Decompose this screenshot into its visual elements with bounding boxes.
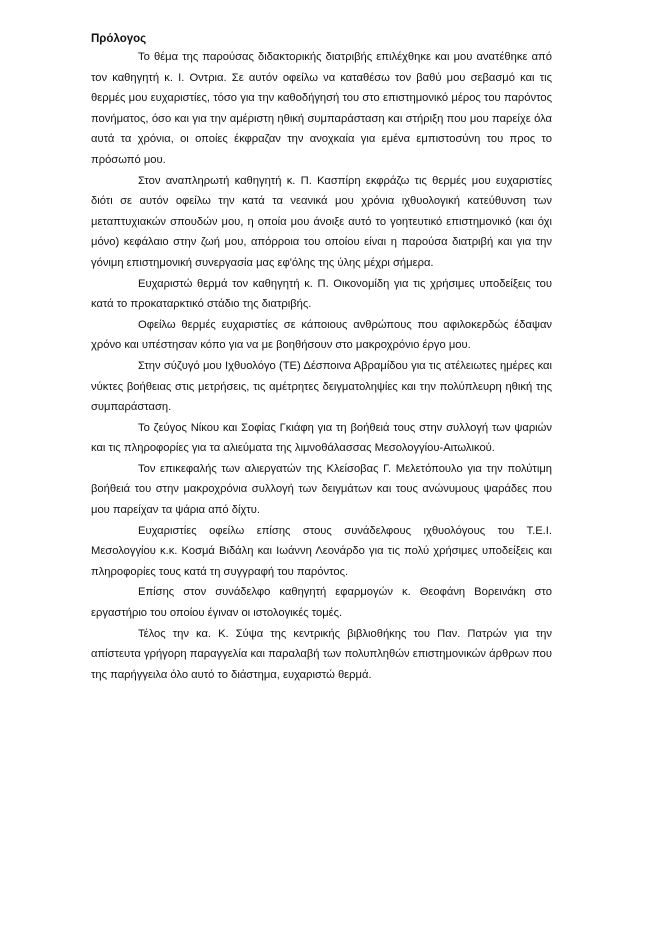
paragraph: Στον αναπληρωτή καθηγητή κ. Π. Κασπίρη εκφράζω τις θερμές μου ευχαριστίες διότι σε αυτόν οφείλω την κατά τα νεανικά μου χρόνια ιχθυολογική κατεύθυνση των μεταπτυχιακών σπουδών μου, η οποία μου άνοιξε αυτό το γοητευτικό επιστημονικό (και όχι μόνο) κεφάλαιο στην ζωή μου, απόρροια του οποίου είναι η παρούσα διατριβή και για την γόνιμη επιστημονική συνεργασία μας εφ'όλης της ύλης μέχρι σήμερα. <box>91 174 552 269</box>
paragraph: Το ζεύγος Νίκου και Σοφίας Γκιάφη για τη βοήθειά τους στην συλλογή των ψαριών και τις πληροφορίες για τα αλιεύματα της λιμνοθάλασσας Μεσολογγίου-Αιτωλικού. <box>91 421 552 455</box>
page-title: Πρόλογος <box>91 33 147 45</box>
paragraph: Επίσης στον συνάδελφο καθηγητή εφαρμογών κ. Θεοφάνη Βορεινάκη στο εργαστήριο του οποίου έγιναν οι ιστολογικές τομές. <box>91 586 552 620</box>
paragraph: Ευχαριστίες οφείλω επίσης στους συνάδελφους ιχθυολόγους του Τ.Ε.Ι. Μεσολογγίου κ.κ. Κοσμά Βιδάλη και Ιωάννη Λεονάρδο για τις πολύ χρήσιμες υποδείξεις και πληροφορίες τους κατά τη συγγραφή του παρόντος. <box>91 524 552 578</box>
paragraph: Ευχαριστώ θερμά τον καθηγητή κ. Π. Οικονομίδη για τις χρήσιμες υποδείξεις του κατά το προκαταρκτικό στάδιο της διατριβής. <box>91 277 552 311</box>
paragraph: Το θέμα της παρούσας διδακτορικής διατριβής επιλέχθηκε και μου ανατέθηκε από τον καθηγητή κ. Ι. Οντρια. Σε αυτόν οφείλω να καταθέσω τον βαθύ μου σεβασμό και τις θερμές μου ευχαριστίες, τόσο για την καθοδήγησή του στο επιστημονικό μέρος του παρόντος πονήματος, όσο και για την αμέριστη ηθική συμπαράσταση και στήριξη που μου παρείχε όλα αυτά τα χρόνια, οι οποίες έκφραζαν την ανοχκαία για εμένα εμπιστοσύνη του προς το πρόσωπό μου. <box>91 51 552 166</box>
document-body <box>91 47 552 685</box>
paragraph: Οφείλω θερμές ευχαριστίες σε κάποιους ανθρώπους που αφιλοκερδώς έδαψαν χρόνο και υπέστησαν κόπο για να με βοηθήσουν στο μακροχρόνιο έργο μου. <box>91 318 552 352</box>
paragraph: Στην σύζυγό μου Ιχθυολόγο (ΤΕ) Δέσποινα Αβραμίδου για τις ατέλειωτες ημέρες και νύκτες βοήθειας στις μετρήσεις, τις αμέτρητες δειγματοληψίες και την πολύπλευρη ηθική της συμπαράσταση. <box>91 359 552 414</box>
paragraph: Τον επικεφαλής των αλιεργατών της Κλείσοβας Γ. Μελετόπουλο για την πολύτιμη βοήθειά του στην μακροχρόνια συλλογή των δειγμάτων και τους ανώνυμους ψαράδες που μου παρείχαν τα ψάρια από δίχτυ. <box>91 462 552 517</box>
paragraph: Τέλος την κα. Κ. Σύψα της κεντρικής βιβλιοθήκης του Παν. Πατρών για την απίστευτα γρήγορη παραγγελία και παραλαβή των πολυπληθών επιστημονικών άρθρων που της παρήγγειλα όλο αυτό το διάστημα, ευχαριστώ θερμά. <box>91 627 552 681</box>
